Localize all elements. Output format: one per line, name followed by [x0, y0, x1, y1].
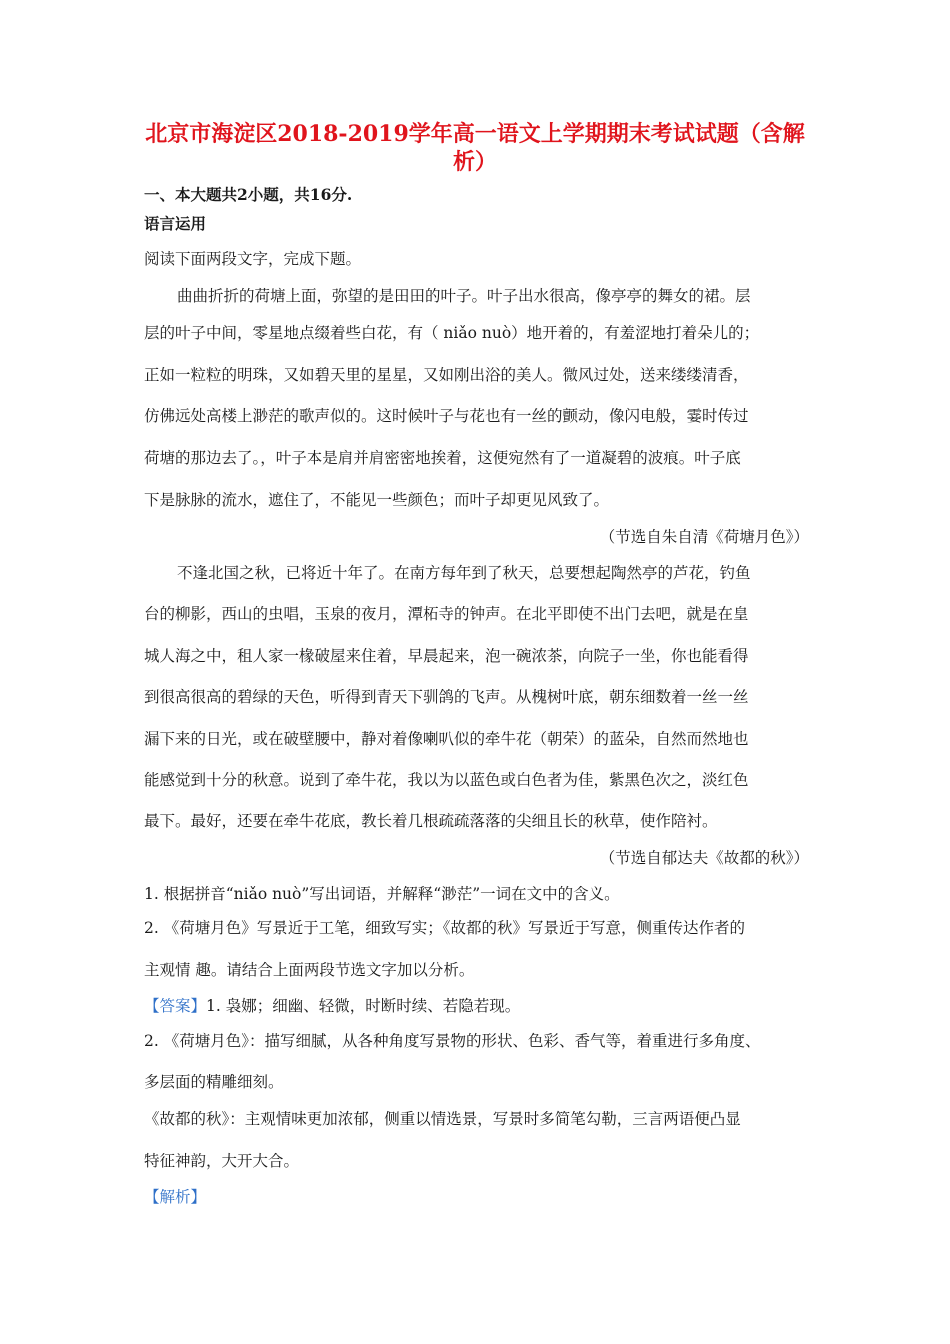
question-line: 主观情 趣。请结合上面两段节选文字加以分析。	[144, 961, 475, 979]
passage2-line: 台的柳影，西山的虫唱，玉泉的夜月，潭柘寺的钟声。在北平即使不出门去吧，就是在皇	[144, 605, 749, 623]
passage2-line: 漏下来的日光，或在破壁腰中，静对着像喇叭似的牵牛花（朝荣）的蓝朵，自然而然地也	[144, 730, 749, 748]
passage1-line: 下是脉脉的流水，遮住了，不能见一些颜色；而叶子却更见风致了。	[144, 491, 610, 509]
question-line: 1. 根据拼音“niǎo nuò”写出词语，并解释“渺茫”一词在文中的含义。	[144, 885, 620, 903]
passage2-line: 最下。最好，还要在牵牛花底，教长着几根疏疏落落的尖细且长的秋草，使作陪衬。	[144, 812, 718, 830]
instruction-text: 阅读下面两段文字，完成下题。	[144, 250, 362, 268]
passage2-line: 城人海之中，租人家一椽破屋来住着，早晨起来，泡一碗浓茶，向院子一坐，你也能看得	[144, 647, 749, 665]
section-heading: 一、本大题共2小题，共16分.	[144, 185, 353, 204]
passage2-line: 到很高很高的碧绿的天色，听得到青天下驯鸽的飞声。从槐树叶底，朝东细数着一丝一丝	[144, 688, 749, 706]
section-subheading: 语言运用	[144, 214, 207, 233]
answer-line: 特征神韵，大开大合。	[144, 1152, 300, 1170]
passage1-line: 荷塘的那边去了。，叶子本是肩并肩密密地挨着，这便宛然有了一道凝碧的波痕。叶子底	[144, 449, 741, 467]
analysis-line	[144, 1187, 809, 1207]
document-title: 北京市海淀区2018-2019学年高一语文上学期期末考试试题（含解析）	[145, 121, 805, 175]
answer-text: 1. 袅娜；细幽、轻微，时断时续、若隐若现。	[206, 997, 521, 1015]
analysis-tag: 【解析】	[144, 1188, 207, 1206]
answer-tag: 【答案】	[144, 997, 207, 1015]
passage2-line: 不逢北国之秋，已将近十年了。在南方每年到了秋天，总要想起陶然亭的芦花，钓鱼	[177, 564, 751, 582]
passage1-line: 仿佛远处高楼上渺茫的歌声似的。这时候叶子与花也有一丝的颤动，像闪电般，霎时传过	[144, 407, 749, 425]
passage2-line: 能感觉到十分的秋意。说到了牵牛花，我以为以蓝色或白色者为佳，紫黑色次之，淡红色	[144, 771, 749, 789]
answer-line	[144, 996, 809, 1016]
passage1-line: 层的叶子中间，零星地点缀着些白花，有（ niǎo nuò）地开着的，有羞涩地打着朵儿的；	[144, 324, 760, 342]
passage1-line: 曲曲折折的荷塘上面，弥望的是田田的叶子。叶子出水很高，像亭亭的舞女的裙。层	[177, 287, 751, 305]
answer-line: 2. 《荷塘月色》：描写细腻，从各种角度写景物的形状、色彩、香气等，着重进行多角度、	[144, 1032, 761, 1050]
answer-line: 《故都的秋》：主观情味更加浓郁，侧重以情选景，写景时多简笔勾勒，三言两语便凸显	[144, 1110, 741, 1128]
answer-line: 多层面的精雕细刻。	[144, 1073, 284, 1091]
passage1-line: 正如一粒粒的明珠，又如碧天里的星星，又如刚出浴的美人。微风过处，送来缕缕清香，	[144, 366, 749, 384]
passage1-source: （节选自朱自清《荷塘月色》）	[599, 528, 809, 546]
question-line: 2. 《荷塘月色》写景近于工笔，细致写实；《故都的秋》写景近于写意，侧重传达作者的	[144, 919, 745, 937]
passage2-source: （节选自郁达夫《故都的秋》）	[599, 849, 809, 867]
